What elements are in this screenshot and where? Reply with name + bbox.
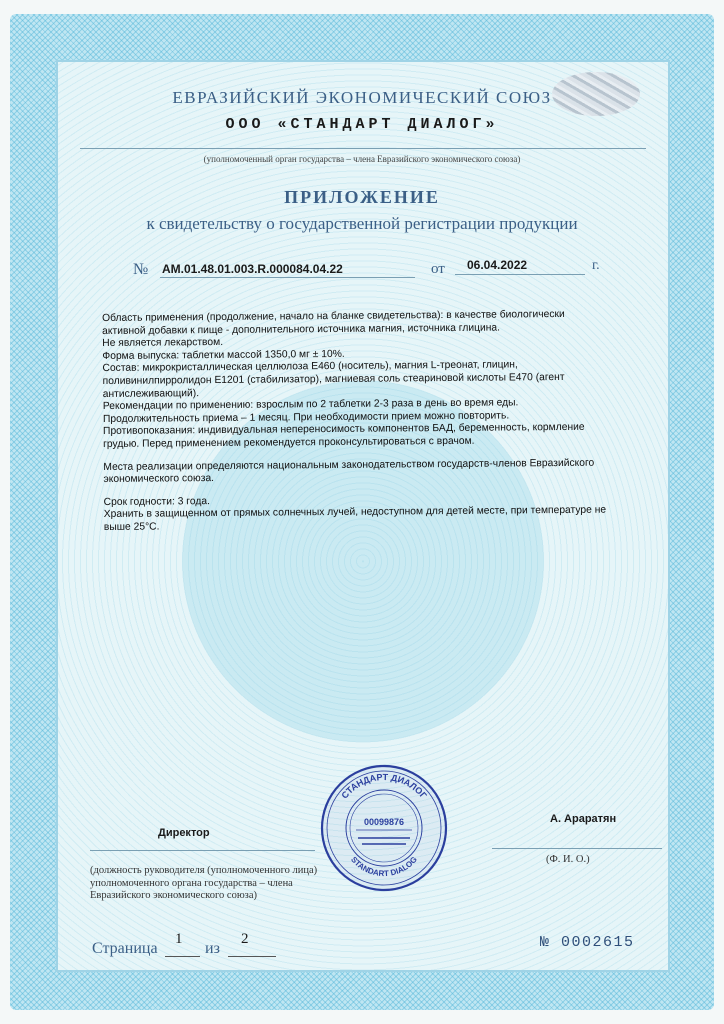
signatory-position: Директор xyxy=(158,827,210,839)
union-title: ЕВРАЗИЙСКИЙ ЭКОНОМИЧЕСКИЙ СОЮЗ xyxy=(172,88,552,107)
distribution-text: Места реализации определяются национальным законодательством государств-членов Евразийского экономического союза. xyxy=(103,457,595,486)
date-underline xyxy=(455,274,585,275)
body-line: Рекомендации по применению: взрослым по 2 таблетки 2-3 раза в день во время еды. Продолжительность приема – 1 месяц. При необходимости прием можно повторить. xyxy=(102,397,519,425)
page-total: 2 xyxy=(241,931,249,947)
document-subtitle: к свидетельству о государственной регистрации продукции xyxy=(146,214,578,233)
year-suffix: г. xyxy=(592,258,600,273)
number-sign: № xyxy=(133,261,149,278)
shelf-life-text: Срок годности: 3 года. xyxy=(103,495,210,508)
stamp-org-text: СТАНДАРТ ДИАЛОГ xyxy=(339,771,429,801)
body-line: Не является лекарством. xyxy=(102,337,224,350)
registration-number: AM.01.48.01.003.R.000084.04.22 xyxy=(162,262,343,276)
body-line: Противопоказания: индивидуальная непереносимость компонентов БАД, беременность, кормление грудью. Перед применением рекомендуется проконсультироваться с врачом. xyxy=(102,422,585,450)
position-note: (должность руководителя (уполномоченного лица) уполномоченного органа государства – члена Евразийского экономического союза) xyxy=(90,865,318,901)
registration-date: 06.04.2022 xyxy=(467,258,528,272)
signatory-name: А. Араратян xyxy=(550,813,617,825)
stamp-bottom-text: STANDART DIALOG xyxy=(349,854,419,879)
name-note: (Ф. И. О.) xyxy=(546,854,590,865)
page-label: Страница xyxy=(92,940,158,957)
official-stamp xyxy=(318,762,450,894)
position-underline xyxy=(90,850,315,851)
page-current-underline xyxy=(165,956,200,957)
header-divider xyxy=(80,148,646,149)
number-underline xyxy=(160,277,415,278)
date-label: от xyxy=(431,261,445,277)
storage-text: Хранить в защищенном от прямых солнечных лучей, недоступном для детей месте, при температуре не выше 25°С. xyxy=(103,504,607,533)
body-line: Область применения (продолжение, начало на бланке свидетельства): в качестве биологически активной добавки к пище - дополнительного источника магния, источника глицина. xyxy=(102,308,565,337)
stamp-number: 00099876 xyxy=(363,817,405,827)
document-title: ПРИЛОЖЕНИЕ xyxy=(284,187,440,207)
serial-number: № 0002615 xyxy=(540,934,635,951)
body-line: Форма выпуска: таблетки массой 1350,0 мг ± 10%. xyxy=(102,348,345,362)
organization-name: ООО «СТАНДАРТ ДИАЛОГ» xyxy=(225,116,499,133)
appendix-body xyxy=(102,309,609,535)
page-total-underline xyxy=(228,956,276,957)
page-current: 1 xyxy=(175,931,183,947)
page-of-label: из xyxy=(205,940,220,957)
name-underline xyxy=(492,848,662,849)
organization-note: (уполномоченный орган государства – члена Евразийского экономического союза) xyxy=(203,154,521,164)
body-line: Состав: микрокристаллическая целлюлоза Е460 (носитель), магния L-треонат, глицин, поливинилпирролидон Е1201 (стабилизатор), магниевая соль стеариновой кислоты Е470 (агент антислеживающий). xyxy=(102,359,565,400)
